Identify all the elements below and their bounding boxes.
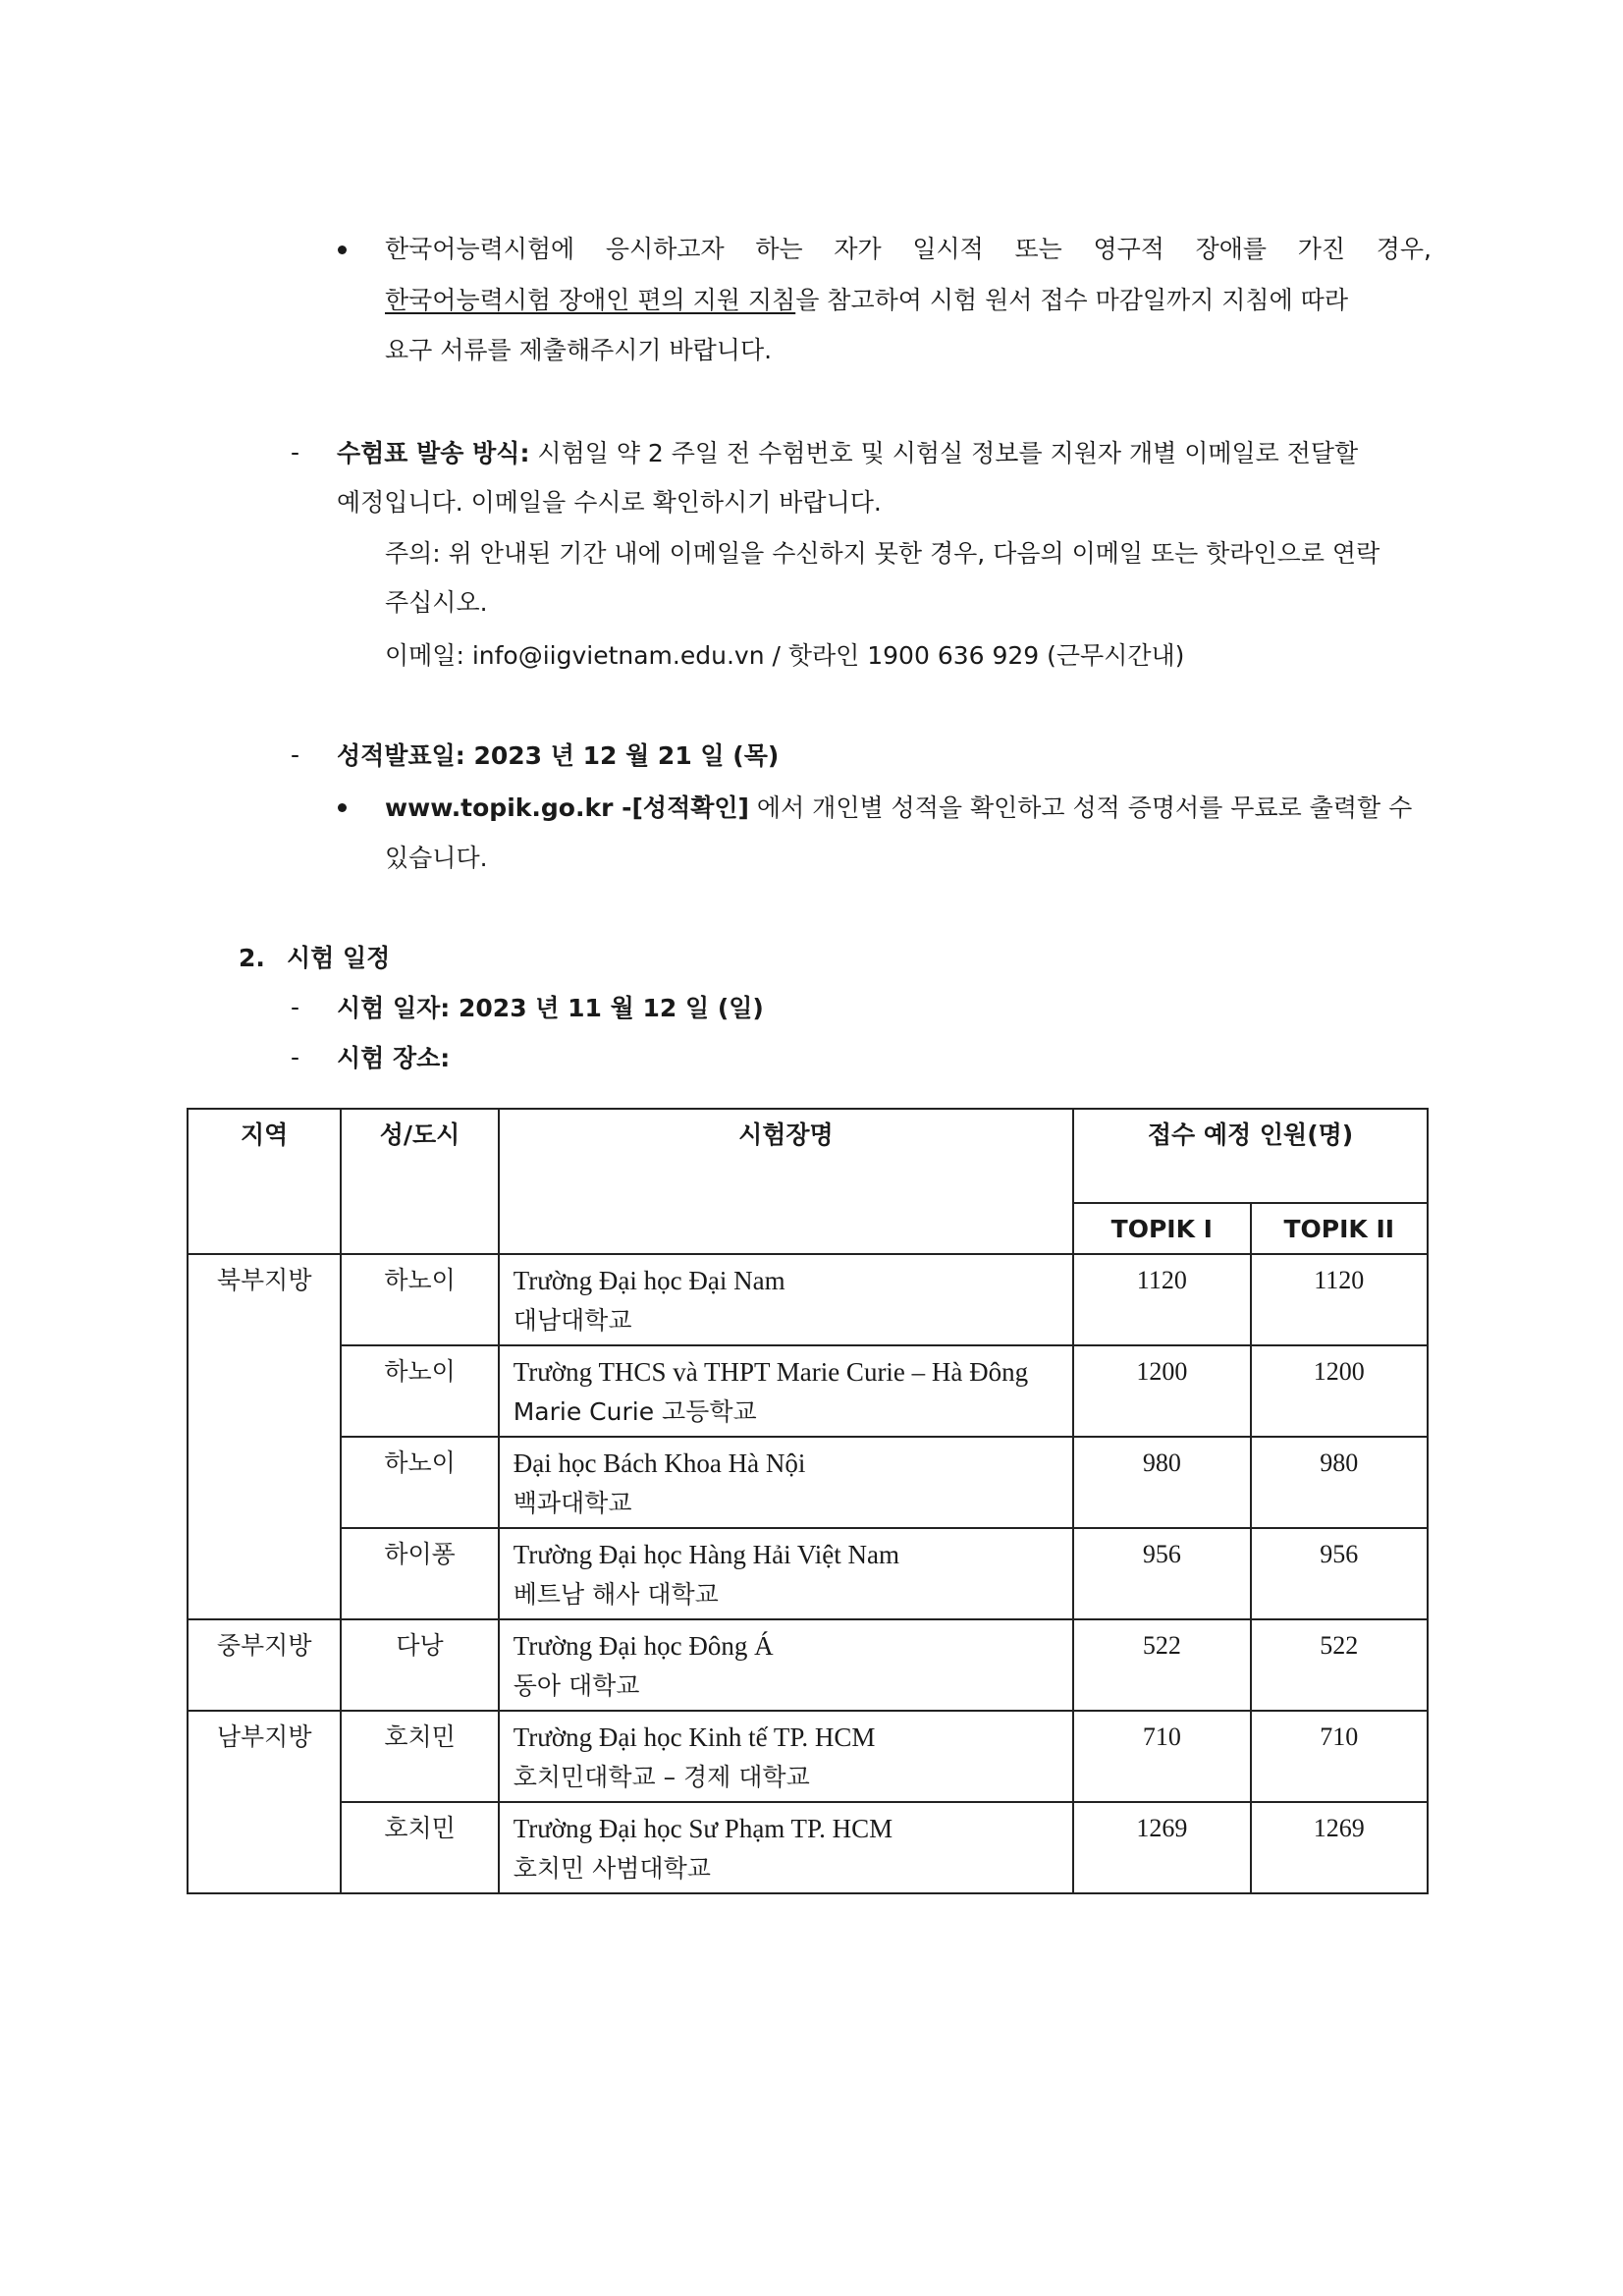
topik2-count: 522	[1251, 1619, 1428, 1711]
bullet-dot	[338, 246, 347, 254]
disability-line-2-rest: 을 참고하여 시험 원서 접수 마감일까지 지침에 따라	[795, 286, 1348, 314]
venue-name-ko: 호치민대학교 – 경제 대학교	[513, 1763, 810, 1791]
disability-line-1: 한국어능력시험에 응시하고자 하는 자가 일시적 또는 영구적 장애를 가진 경우,	[385, 235, 1432, 263]
disability-guideline-link[interactable]: 한국어능력시험 장애인 편의 지원 지침	[385, 286, 796, 314]
city-cell: 다낭	[341, 1619, 498, 1711]
topik1-count: 710	[1073, 1711, 1250, 1802]
venue-cell	[499, 1254, 1073, 1345]
topik2-count: 1200	[1251, 1345, 1428, 1437]
admission-contact: 이메일: info@iigvietnam.edu.vn / 핫라인 1900 636 929 (근무시간내)	[385, 641, 1185, 670]
topik1-count: 522	[1073, 1619, 1250, 1711]
city-cell: 호치민	[341, 1711, 498, 1802]
section-number: 2.	[239, 944, 265, 972]
table-row	[188, 1254, 1428, 1345]
venue-name-ko: 대남대학교	[513, 1306, 632, 1335]
region-cell: 남부지방	[188, 1711, 341, 1893]
topik-site-link[interactable]: www.topik.go.kr -[성적확인]	[385, 793, 749, 822]
venue-name-ko: 베트남 해사 대학교	[513, 1580, 719, 1609]
venue-name-ko: 호치민 사범대학교	[513, 1854, 711, 1883]
venue-cell	[499, 1528, 1073, 1619]
dash-marker: -	[291, 993, 300, 1021]
disability-line-3: 요구 서류를 제출해주시기 바랍니다.	[385, 336, 773, 364]
section-title: 시험 일정	[287, 944, 391, 972]
topik1-count: 1200	[1073, 1345, 1250, 1437]
city-cell: 하이퐁	[341, 1528, 498, 1619]
venue-name-vi: Trường THCS và THPT Marie Curie – Hà Đông	[513, 1357, 1029, 1387]
exam-venue-label: 시험 장소:	[337, 1044, 451, 1072]
results-bullet-line-2: 있습니다.	[385, 844, 488, 872]
admission-line-2: 예정입니다. 이메일을 수시로 확인하시기 바랍니다.	[337, 488, 882, 517]
dash-marker: -	[291, 740, 300, 769]
topik2-count: 710	[1251, 1711, 1428, 1802]
topik2-count: 1120	[1251, 1254, 1428, 1345]
venue-cell	[499, 1619, 1073, 1711]
venue-name-vi: Trường Đại học Đông Á	[513, 1631, 774, 1661]
city-cell: 하노이	[341, 1254, 498, 1345]
venue-name-ko: 백과대학교	[513, 1489, 632, 1517]
table-row	[188, 1711, 1428, 1802]
table-row	[188, 1437, 1428, 1528]
venue-cell	[499, 1345, 1073, 1437]
venue-name-vi: Trường Đại học Sư Phạm TP. HCM	[513, 1814, 893, 1843]
region-cell: 북부지방	[188, 1254, 341, 1619]
admission-line-1	[337, 437, 1358, 470]
venue-name-ko: Marie Curie 고등학교	[513, 1397, 757, 1426]
dash-marker: -	[291, 438, 300, 466]
venue-name-ko: 동아 대학교	[513, 1671, 640, 1700]
topik2-count: 980	[1251, 1437, 1428, 1528]
table-header-row	[188, 1109, 1428, 1203]
venue-name-vi: Trường Đại học Kinh tế TP. HCM	[513, 1722, 876, 1752]
table-row	[188, 1528, 1428, 1619]
table-row	[188, 1619, 1428, 1711]
venue-name-vi: Đại học Bách Khoa Hà Nội	[513, 1449, 806, 1478]
dash-marker: -	[291, 1043, 300, 1071]
admission-label: 수험표 발송 방식:	[337, 439, 530, 467]
venue-cell	[499, 1711, 1073, 1802]
venue-name-vi: Trường Đại học Đại Nam	[513, 1266, 785, 1295]
region-cell: 중부지방	[188, 1619, 341, 1711]
venue-name-vi: Trường Đại học Hàng Hải Việt Nam	[513, 1540, 899, 1569]
topik2-count: 956	[1251, 1528, 1428, 1619]
results-bullet-rest: 에서 개인별 성적을 확인하고 성적 증명서를 무료로 출력할 수	[748, 793, 1413, 822]
topik1-count: 1269	[1073, 1802, 1250, 1893]
city-cell: 호치민	[341, 1802, 498, 1893]
header-city: 성/도시	[341, 1109, 498, 1254]
city-cell: 하노이	[341, 1345, 498, 1437]
results-date: 성적발표일: 2023 년 12 월 21 일 (목)	[337, 741, 780, 770]
admission-note-line-1: 주의: 위 안내된 기간 내에 이메일을 수신하지 못한 경우, 다음의 이메일 또는 핫라인으로 연락	[385, 539, 1380, 568]
venue-cell	[499, 1437, 1073, 1528]
results-bullet-line-1	[385, 792, 1412, 825]
bullet-dot	[338, 803, 347, 812]
disability-line-2	[385, 284, 1348, 317]
city-cell: 하노이	[341, 1437, 498, 1528]
table-row	[188, 1345, 1428, 1437]
admission-line-1-rest: 시험일 약 2 주일 전 수험번호 및 시험실 정보를 지원자 개별 이메일로 전달할	[537, 439, 1359, 467]
header-topik2: TOPIK II	[1251, 1203, 1428, 1254]
header-venue: 시험장명	[499, 1109, 1073, 1254]
topik1-count: 956	[1073, 1528, 1250, 1619]
venue-cell	[499, 1802, 1073, 1893]
topik1-count: 980	[1073, 1437, 1250, 1528]
admission-note-line-2: 주십시오.	[385, 588, 488, 617]
topik1-count: 1120	[1073, 1254, 1250, 1345]
header-capacity: 접수 예정 인원(명)	[1073, 1109, 1428, 1203]
header-region: 지역	[188, 1109, 341, 1254]
topik2-count: 1269	[1251, 1802, 1428, 1893]
venue-table	[187, 1108, 1429, 1894]
table-row	[188, 1802, 1428, 1893]
exam-date: 시험 일자: 2023 년 11 월 12 일 (일)	[337, 994, 764, 1022]
header-topik1: TOPIK I	[1073, 1203, 1250, 1254]
